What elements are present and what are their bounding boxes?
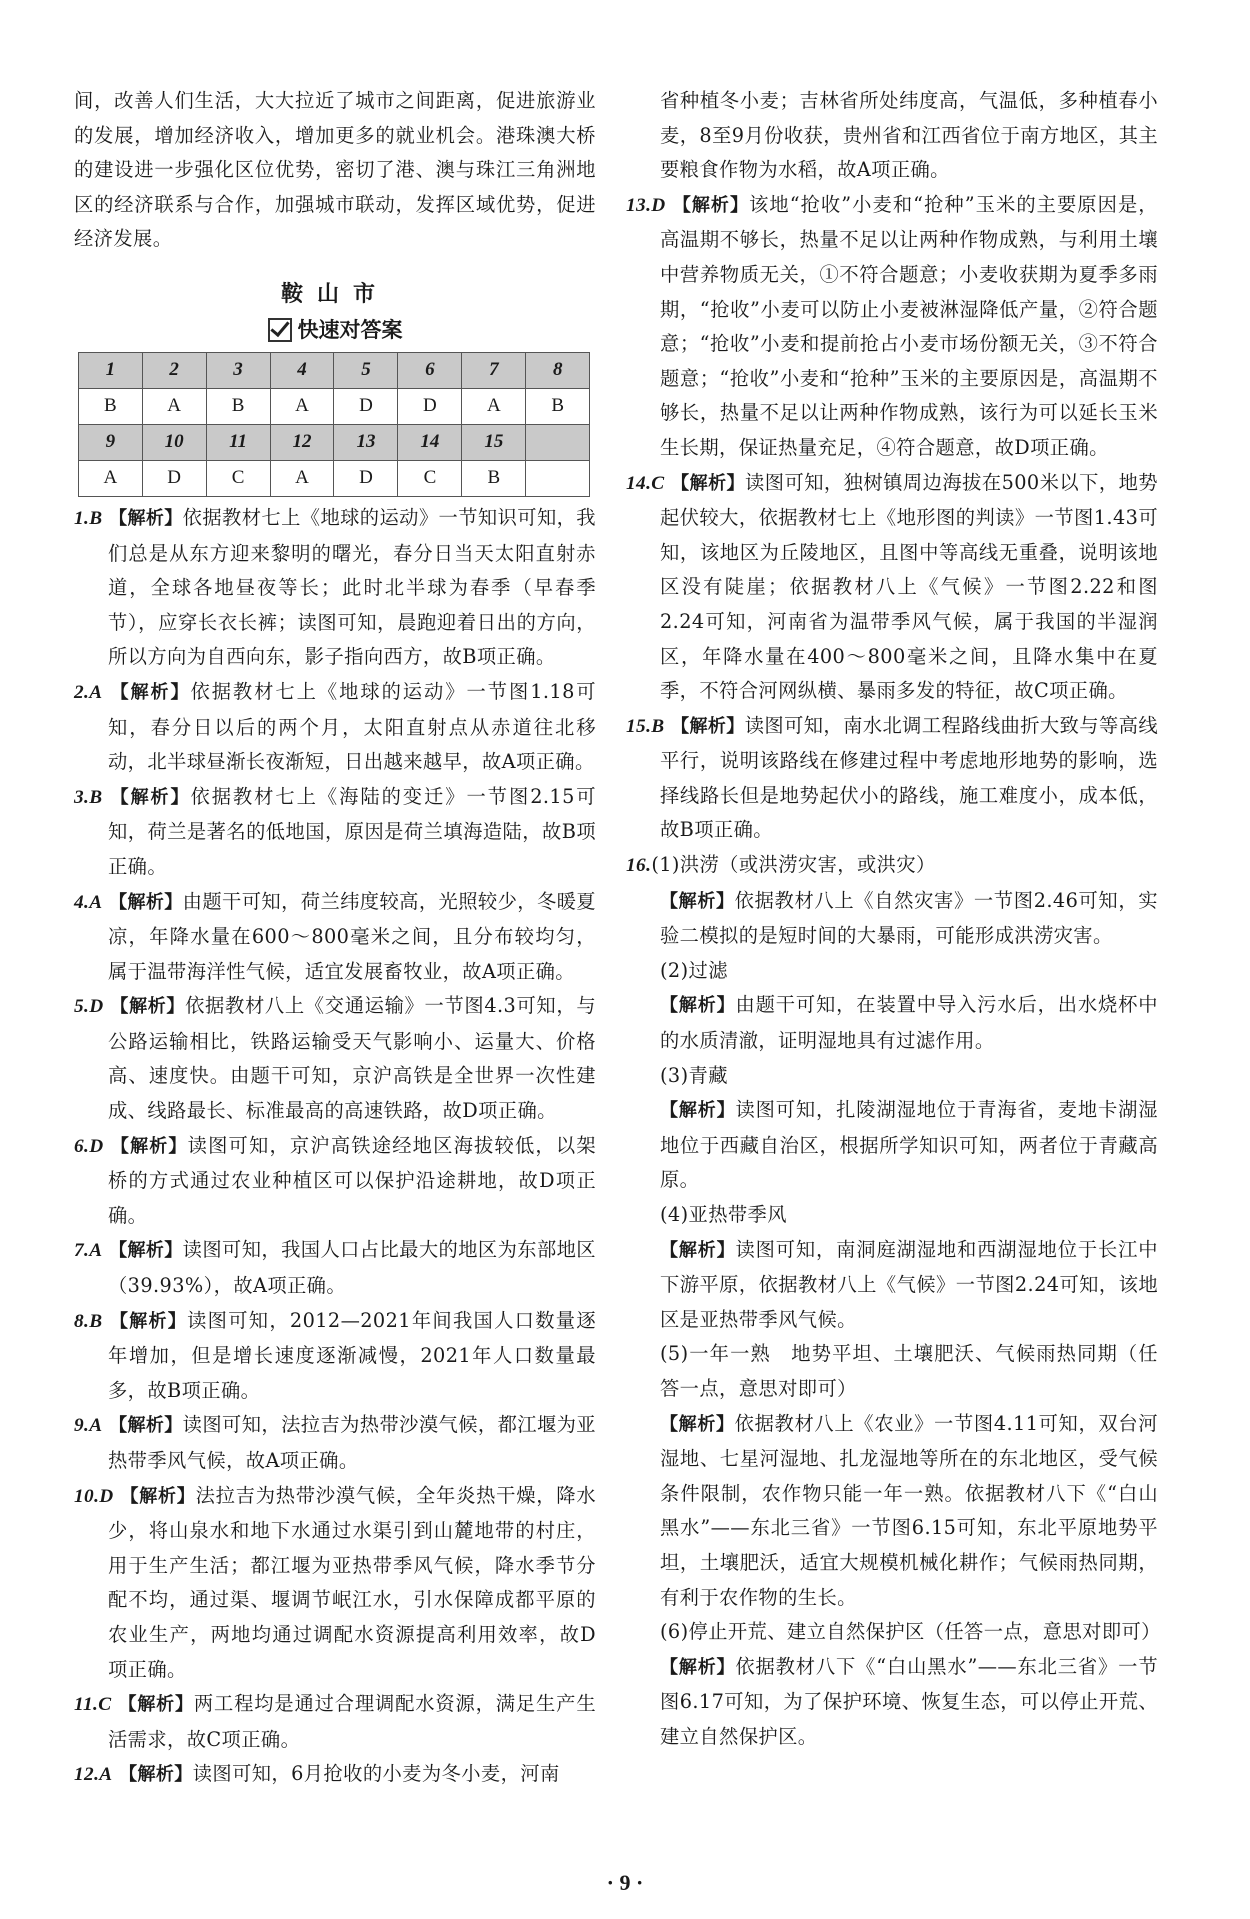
table-cell (526, 460, 590, 496)
table-cell: D (334, 388, 398, 424)
analysis-tag: 【解析】 (660, 1100, 736, 1122)
analysis-tag: 【解析】 (119, 1764, 193, 1786)
analysis-tag: 【解析】 (660, 1413, 735, 1435)
table-cell: 11 (206, 424, 270, 460)
table-cell: B (206, 388, 270, 424)
item-number: 12.A (74, 1764, 113, 1786)
table-row (79, 388, 590, 424)
table-cell: A (462, 388, 526, 424)
item-text: 读图可知，扎陵湖湿地位于青海省，麦地卡湖湿地位于西藏自治区，根据所学知识可知，两者位于青藏高原。 (660, 1098, 1158, 1192)
table-cell: 10 (142, 424, 206, 460)
analysis-tag: 【解析】 (109, 1240, 183, 1262)
analysis-tag: 【解析】 (660, 1239, 736, 1261)
table-cell: D (398, 388, 462, 424)
item-number: 16. (626, 855, 652, 877)
item-number: 4.A (74, 891, 103, 913)
item-text: 读图可知，南洞庭湖湿地和西湖湿地位于长江中下游平原，依据教材八上《气候》一节图2.24可知，该地区是亚热带季风气候。 (660, 1237, 1158, 1331)
answer-item (74, 1687, 596, 1757)
item-number: 3.B (74, 786, 103, 808)
answer-table (78, 352, 590, 497)
answer-item (74, 1757, 596, 1793)
answer-item (74, 501, 596, 675)
city-title: 鞍山市 (280, 281, 389, 307)
item-text: 读图可知，2012—2021年间我国人口数量逐年增加，但是增长速度逐渐减慢，2021年人口数量最多，故B项正确。 (108, 1308, 597, 1402)
table-cell: A (270, 460, 334, 496)
table-cell: A (142, 388, 206, 424)
table-cell: 14 (398, 424, 462, 460)
item-text: 依据教材八上《农业》一节图4.11可知，双台河湿地、七星河湿地、扎龙湿地等所在的东北地区，受气候条件限制，农作物只能一年一熟。依据教材八下《“白山黑水”——东北三省》一节图6.15可知，东北平原地势平坦，土壤肥沃，适宜大规模机械化耕作；气候雨热同期，有利于农作物的生长。 (660, 1411, 1158, 1609)
item-text: 读图可知，6月抢收的小麦为冬小麦，河南 (192, 1762, 560, 1786)
answer-item (74, 1408, 596, 1478)
item-text: 两工程均是通过合理调配水资源，满足生产生活需求，故C项正确。 (108, 1692, 596, 1751)
table-cell: 15 (462, 424, 526, 460)
item-number: 11.C (74, 1694, 112, 1716)
analysis-tag: 【解析】 (109, 1310, 188, 1332)
answer-item (74, 1129, 596, 1234)
analysis-tag: 【解析】 (671, 472, 745, 494)
item-text: 读图可知，南水北调工程路线曲折大致与等高线平行，说明该路线在修建过程中考虑地形地势的影响，选择线路长但是地势起伏小的路线，施工难度小，成本低，故B项正确。 (660, 713, 1159, 842)
answer-item (626, 188, 1158, 466)
item-number: 15.B (626, 715, 665, 737)
item-text: 依据教材八下《“白山黑水”——东北三省》一节图6.17可知，为了保护环境、恢复生态，可以停止开荒、建立自然保护区。 (660, 1654, 1158, 1748)
sub-analysis (626, 1093, 1158, 1198)
item-text: 读图可知，独树镇周边海拔在500米以下，地势起伏较大，依据教材七上《地形图的判读》一节图1.43可知，该地区为丘陵地区，且图中等高线无重叠，说明该地区没有陡崖；依据教材八上《气候》一节图2.22和图2.24可知，河南省为温带季风气候，属于我国的半湿润区，年降水量在400～800毫米之间，且降水集中在夏季，不符合河网纵横、暴雨多发的特征，故C项正确。 (660, 470, 1158, 703)
item-text: 读图可知，我国人口占比最大的地区为东部地区（39.93%），故A项正确。 (108, 1238, 596, 1298)
table-cell: 8 (526, 352, 590, 388)
answer-item (74, 1233, 596, 1303)
table-cell: 5 (334, 352, 398, 388)
analysis-tag: 【解析】 (110, 1135, 188, 1157)
analysis-tag: 【解析】 (660, 995, 736, 1017)
answer-item (626, 709, 1158, 848)
quick-answers-heading (74, 314, 596, 344)
table-row (79, 352, 590, 388)
item-number: 8.B (74, 1310, 103, 1332)
table-cell: C (206, 460, 270, 496)
answer-item (74, 780, 596, 885)
answer-item (74, 1479, 596, 1688)
analysis-tag: 【解析】 (118, 1694, 194, 1716)
sub-answer: (4)亚热带季风 (660, 1203, 787, 1226)
table-cell: B (462, 460, 526, 496)
item-number: 1.B (74, 507, 103, 529)
table-cell: 1 (79, 352, 143, 388)
intro-paragraph: 间，改善人们生活，大大拉近了城市之间距离，促进旅游业的发展，增加经济收入，增加更多的就业机会。港珠澳大桥的建设进一步强化区位优势，密切了港、澳与珠江三角洲地区的经济联系与合作，加强城市联动，发挥区域优势，促进经济发展。 (74, 89, 596, 251)
item-text: 该地“抢收”小麦和“抢种”玉米的主要原因是，高温期不够长，热量不足以让两种作物成熟，与利用土壤中营养物质无关，①不符合题意；小麦收获期为夏季多雨期，“抢收”小麦可以防止小麦被淋湿降低产量，②符合题意；“抢收”小麦和提前抢占小麦市场份额无关，③不符合题意；“抢收”小麦和“抢种”玉米的主要原因是，高温期不够长，热量不足以让两种作物成熟，该行为可以延长玉米生长期，保证热量充足，④符合题意，故D项正确。 (660, 192, 1158, 459)
item-number: 5.D (74, 996, 104, 1018)
analysis-tag: 【解析】 (660, 1656, 736, 1678)
table-cell: 13 (334, 424, 398, 460)
analysis-tag: 【解析】 (120, 1485, 196, 1507)
answer-item (74, 885, 596, 990)
table-cell: 2 (142, 352, 206, 388)
sub-analysis (626, 884, 1158, 954)
item-number: 9.A (74, 1415, 103, 1437)
analysis-tag: 【解析】 (671, 715, 745, 737)
analysis-tag: 【解析】 (110, 681, 191, 703)
analysis-tag: 【解析】 (109, 507, 183, 529)
sub-answer: (1)洪涝（或洪涝灾害，或洪灾） (651, 853, 936, 877)
item-number: 14.C (626, 472, 665, 494)
left-column (74, 84, 596, 1793)
item-text: 读图可知，京沪高铁途经地区海拔较低，以架桥的方式通过农业种植区可以保护沿途耕地，故D项正确。 (108, 1133, 597, 1227)
table-cell: 6 (398, 352, 462, 388)
analysis-tag: 【解析】 (109, 891, 183, 913)
table-cell: 9 (79, 424, 143, 460)
analysis-tag: 【解析】 (660, 890, 735, 912)
analysis-tag: 【解析】 (110, 786, 191, 808)
item-number: 2.A (74, 681, 103, 703)
sub-analysis (626, 1407, 1158, 1616)
item-text: 读图可知，法拉吉为热带沙漠气候，都江堰为亚热带季风气候，故A项正确。 (108, 1413, 596, 1472)
table-cell: C (398, 460, 462, 496)
item-text: 由题干可知，在装置中导入污水后，出水烧杯中的水质清澈，证明湿地具有过滤作用。 (660, 993, 1158, 1053)
table-row (79, 460, 590, 496)
table-cell: A (270, 388, 334, 424)
right-column (626, 84, 1161, 1755)
answer-item (74, 675, 596, 780)
table-cell: D (142, 460, 206, 496)
sub-answer: (3)青藏 (660, 1063, 728, 1087)
answer-item (626, 848, 1158, 884)
table-cell: 3 (206, 352, 270, 388)
table-cell: 4 (270, 352, 334, 388)
sub-answer: (5)一年一熟 地势平坦、土壤肥沃、气候雨热同期（任答一点，意思对即可） (660, 1342, 1158, 1400)
sub-analysis (626, 1650, 1158, 1755)
analysis-tag: 【解析】 (672, 194, 750, 216)
table-row (79, 424, 590, 460)
item-number: 13.D (626, 194, 666, 216)
table-cell: B (526, 388, 590, 424)
item-number: 7.A (74, 1240, 103, 1262)
item-text: 法拉吉为热带沙漠气候，全年炎热干燥，降水少，将山泉水和地下水通过水渠引到山麓地带的村庄，用于生产生活；都江堰为亚热带季风气候，降水季节分配不均，通过渠、堰调节岷江水，引水保障成都平原的农业生产，两地均通过调配水资源提高利用效率，故D项正确。 (108, 1483, 597, 1681)
answer-item (74, 989, 596, 1128)
checkbox-icon (268, 318, 292, 342)
table-cell: D (334, 460, 398, 496)
sub-answer: (2)过滤 (660, 958, 728, 982)
item-text: 依据教材七上《地球的运动》一节知识可知，我们总是从东方迎来黎明的曙光，春分日当天太阳直射赤道，全球各地昼夜等长；此时北半球为春季（早春季节），应穿长衣长裤；读图可知，晨跑迎着日出的方向，所以方向为自西向东，影子指向西方，故B项正确。 (108, 505, 596, 669)
item-text: 依据教材七上《海陆的变迁》一节图2.15可知，荷兰是著名的低地国，原因是荷兰填海造陆，故B项正确。 (108, 784, 596, 878)
item-number: 10.D (74, 1485, 114, 1507)
sub-analysis (626, 988, 1158, 1058)
sub-analysis (626, 1233, 1158, 1338)
item-text: 依据教材七上《地球的运动》一节图1.18可知，春分日以后的两个月，太阳直射点从赤道往北移动，北半球昼渐长夜渐短，日出越来越早，故A项正确。 (108, 679, 596, 774)
item-text: 依据教材八上《交通运输》一节图4.3可知，与公路运输相比，铁路运输受天气影响小、运量大、价格高、速度快。由题干可知，京沪高铁是全世界一次性建成、线路最长、标准最高的高速铁路，故D项正确。 (108, 994, 597, 1123)
page-number: · 9 · (606, 1870, 644, 1895)
analysis-tag: 【解析】 (110, 996, 186, 1018)
analysis-tag: 【解析】 (109, 1415, 183, 1437)
table-cell: B (79, 388, 143, 424)
table-cell (526, 424, 590, 460)
item-number: 6.D (74, 1135, 104, 1157)
sub-answer: (6)停止开荒、建立自然保护区（任答一点，意思对即可） (660, 1620, 1161, 1644)
answer-item (74, 1304, 596, 1409)
answer-item (626, 466, 1158, 709)
item-text: 依据教材八上《自然灾害》一节图2.46可知，实验二模拟的是短时间的大暴雨，可能形成洪涝灾害。 (660, 888, 1158, 948)
item-text: 由题干可知，荷兰纬度较高，光照较少，冬暖夏凉，年降水量在600～800毫米之间，且分布较均匀，属于温带海洋性气候，适宜发展畜牧业，故A项正确。 (108, 889, 596, 983)
table-cell: 7 (462, 352, 526, 388)
table-cell: A (79, 460, 143, 496)
table-cell: 12 (270, 424, 334, 460)
quick-answers-label: 快速对答案 (297, 317, 403, 342)
item-continuation: 省种植冬小麦；吉林省所处纬度高，气温低，多种植春小麦，8至9月份收获，贵州省和江西省位于南方地区，其主要粮食作物为水稻，故A项正确。 (660, 89, 1158, 182)
